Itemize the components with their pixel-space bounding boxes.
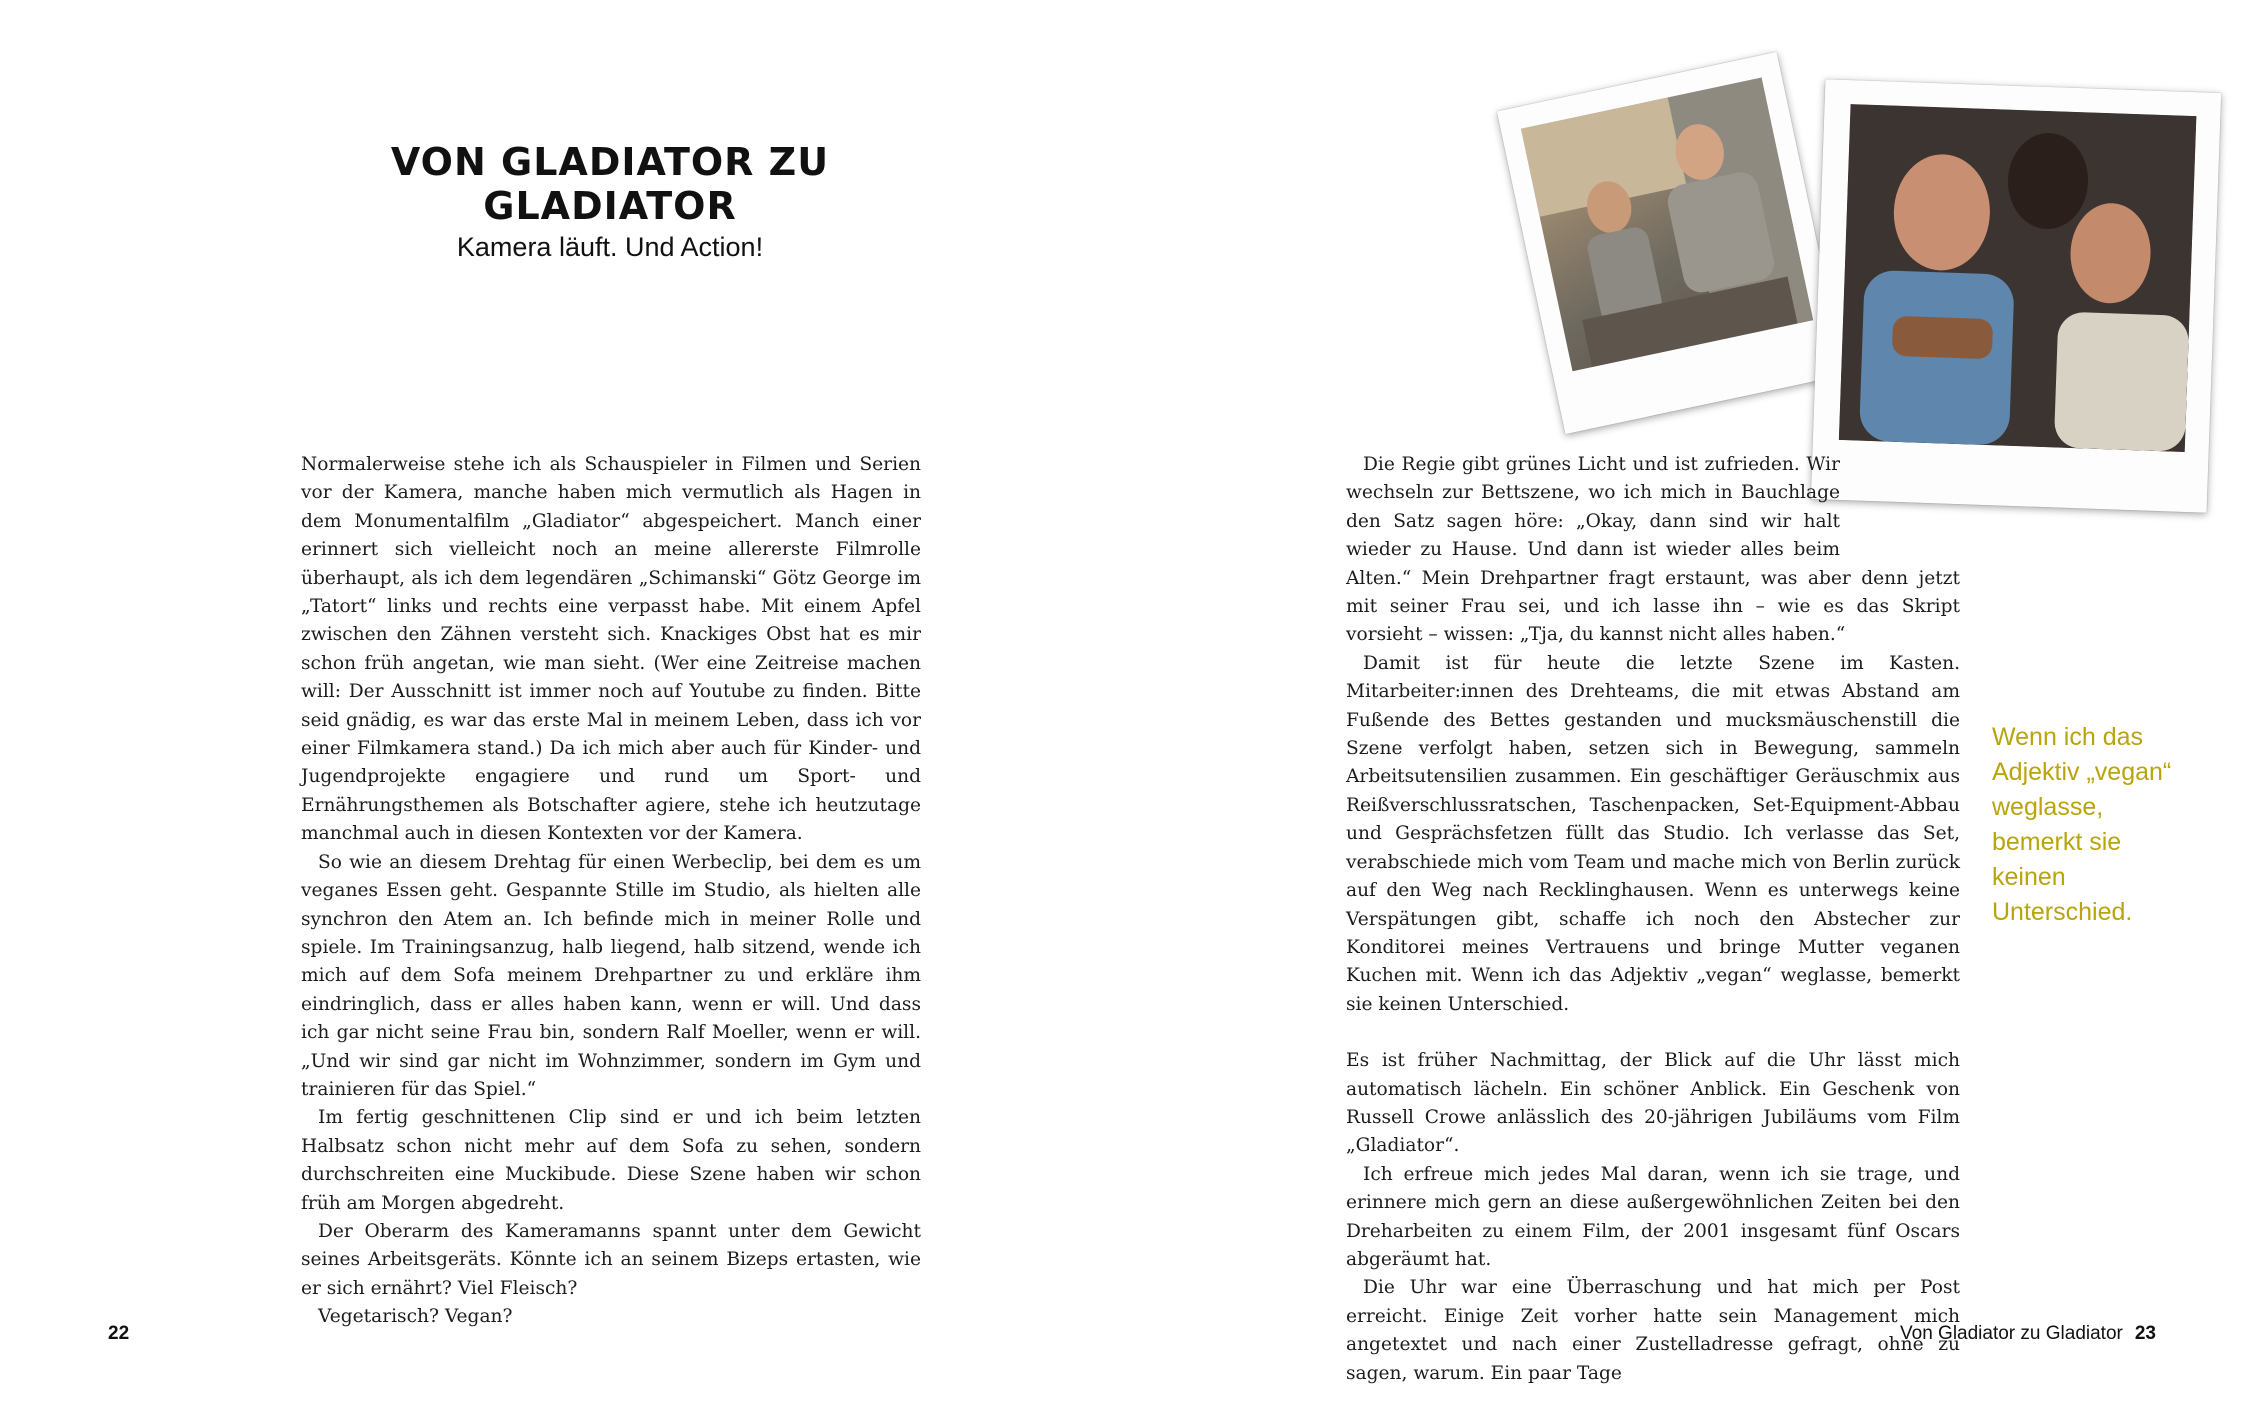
paragraph: Die Uhr war eine Überraschung und hat mich per Post erreicht. Einige Zeit vorher hatte sein Management mich angetextet und nach einer Zustelladresse gefragt, ohne zu sagen, warum. Ein paar Tage bbox=[1346, 1277, 1960, 1384]
polaroid-photo-gladiator-cast bbox=[1811, 79, 2221, 513]
page-number-right: 23 bbox=[2134, 1323, 2156, 1344]
paragraph: Vegetarisch? Vegan? bbox=[318, 1306, 513, 1328]
right-body-text bbox=[1346, 451, 1960, 1388]
paragraph: Es ist früher Nachmittag, der Blick auf die Uhr lässt mich automatisch lächeln. Ein schöner Anblick. Ein Geschenk von Russell Crowe anlässlich des 20-jährigen Jubiläums vom Film „Gladiator“. bbox=[1346, 1050, 1960, 1157]
paragraph: Normalerweise stehe ich als Schauspieler in Filmen und Serien vor der Kamera, manche haben mich vermutlich als Hagen in dem Monumentalfilm „Gladiator“ abgespeichert. Manch einer erinnert sich vielleicht noch an meine allererste Filmrolle überhaupt, als ich dem legendären „Schimanski“ Götz George im „Tatort“ links und rechts eine verpasst habe. Mit einem Apfel zwischen den Zähnen versteht sich. Knackiges Obst hat es mir schon früh angetan, wie man sieht. (Wer eine Zeitreise machen will: Der Ausschnitt ist immer noch auf Youtube zu finden. Bitte seid gnädig, es war das erste Mal in meinem Leben, dass ich vor einer Filmkamera stand.) Da ich mich aber auch für Kinder- und Jugendprojekte engagiere und rund um Sport- und Ernährungsthemen als Botschafter agiere, stehe ich heutzutage manchmal auch in diesen Kontexten vor der Kamera. bbox=[301, 454, 921, 845]
right-text-block-1 bbox=[1346, 451, 1960, 1019]
photo-two-actors-seated bbox=[1521, 78, 1813, 372]
page-number-left: 22 bbox=[108, 1323, 130, 1344]
paragraph: Im fertig geschnittenen Clip sind er und ich beim letzten Halbsatz schon nicht mehr auf dem Sofa zu sehen, sondern durchschreiten eine Muckibude. Diese Szene haben wir schon früh am Morgen abgedreht. bbox=[301, 1107, 921, 1214]
chapter-title: VON GLADIATOR ZU GLADIATOR bbox=[390, 140, 830, 228]
running-head: Von Gladiator zu Gladiator bbox=[1900, 1323, 2123, 1344]
paragraph: Die Regie gibt grünes Licht und ist zufrieden. Wir wechseln zur Bettszene, wo ich mich in Bauchlage den Satz sagen höre: „Okay, dann sind wir halt wieder zu Hause. Und dann ist wieder alles beim Alten.“ Mein Drehpartner fragt erstaunt, was aber denn jetzt mit seiner Frau sei, und ich lasse ihn – wie es das Skript vorsieht – wissen: „Tja, du kannst nicht alles haben.“ bbox=[1346, 454, 1960, 646]
paragraph: So wie an diesem Drehtag für einen Werbeclip, bei dem es um veganes Essen geht. Gespannte Stille im Studio, als hielten alle synchron den Atem an. Ich befinde mich in meiner Rolle und spiele. Im Trainingsanzug, halb liegend, halb sitzend, wende ich mich auf dem Sofa meinem Drehpartner zu und erkläre ihm eindringlich, dass er alles haben kann, wenn er will. Und dass ich gar nicht seine Frau bin, sondern Ralf Moeller, wenn er will. „Und wir sind gar nicht im Wohnzimmer, sondern im Gym und trainieren für das Spiel.“ bbox=[301, 851, 921, 1100]
paragraph: Damit ist für heute die letzte Szene im Kasten. Mitarbeiter:innen des Drehteams, die mit etwas Abstand am Fußende des Bettes gestanden und mucksmäuschenstill die Szene verfolgt haben, setzen sich in Bewegung, sammeln Arbeitsutensilien zusammen. Ein geschäftiger Geräuschmix aus Reißverschlussratschen, Taschenpacken, Set-Equipment-Abbau und Gesprächsfetzen füllt das Studio. Ich verlasse das Set, verabschiede mich vom Team und mache mich von Berlin zurück auf den Weg nach Recklinghausen. Wenn es unterwegs keine Verspätungen gibt, schaffe ich noch den Abstecher zur Konditorei meines Vertrauens und bringe Mutter veganen Kuchen mit. Wenn ich das Adjektiv „vegan“ weglasse, bemerkt sie keinen Unterschied. bbox=[1346, 652, 1960, 1015]
pull-quote: Wenn ich das Adjektiv „vegan“ weglasse, bemerkt sie keinen Unterschied. bbox=[1992, 723, 2172, 926]
photo-three-gladiators bbox=[1839, 104, 2197, 452]
paragraph: Ich erfreue mich jedes Mal daran, wenn ich sie trage, und erinnere mich gern an diese außergewöhnlichen Zeiten bei den Dreharbeiten zu einem Film, der 2001 insgesamt fünf Oscars abgeräumt hat. bbox=[1346, 1163, 1960, 1270]
running-footer-right bbox=[1900, 1323, 2156, 1345]
chapter-subtitle: Kamera läuft. Und Action! bbox=[456, 232, 764, 262]
photo-wrap-spacer bbox=[1840, 451, 1960, 537]
paragraph: Der Oberarm des Kameramanns spannt unter dem Gewicht seines Arbeitsgeräts. Könnte ich an seinem Bizeps ertasten, wie er sich ernährt? Viel Fleisch? bbox=[301, 1220, 921, 1299]
left-body-text bbox=[301, 451, 921, 1332]
